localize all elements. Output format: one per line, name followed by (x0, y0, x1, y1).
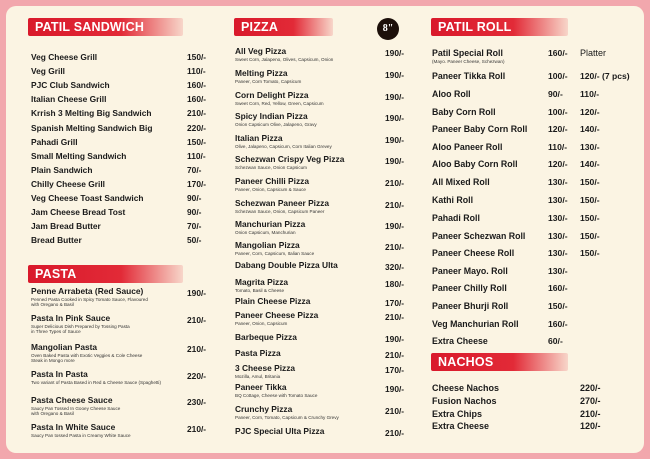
menu-item-description: Two variant of Pasta Based in Red & Cheese Sauce (Spaghetti) (31, 380, 161, 385)
menu-item-price: 190/- (385, 334, 405, 344)
menu-item-name: Paneer Schezwan Roll (432, 231, 526, 241)
menu-item-name: Crunchy Pizza (235, 404, 293, 414)
menu-item-name: Pahadi Roll (432, 213, 480, 223)
menu-item-price: 190/- (385, 92, 405, 102)
menu-item-price: 190/- (385, 135, 405, 145)
menu-item-name: Barbeque Pizza (235, 332, 297, 342)
menu-item-platter-price: 130/- (580, 142, 600, 152)
menu-item-description: Paneer, Onion, Capsicum (235, 320, 288, 326)
menu-item-name: Aloo Baby Corn Roll (432, 159, 518, 169)
sandwich-header: PATIL SANDWICH (28, 18, 183, 36)
menu-item-description: Schezwan Sauce, Onion, Capsicum Paneer (235, 208, 325, 214)
menu-item-price: 230/- (187, 397, 207, 407)
menu-item-description: Mozilla, Amul, Britania (235, 373, 281, 379)
menu-item-price: 120/- (548, 124, 568, 134)
menu-item-name: Pasta In Pink Sauce (31, 313, 111, 323)
menu-item-price: 190/- (385, 48, 405, 58)
menu-item-name: Paneer Baby Corn Roll (432, 124, 528, 134)
menu-item-price: 70/- (187, 221, 202, 232)
menu-item-name: Pasta Cheese Sauce (31, 395, 113, 405)
menu-item-name: Patil Special Roll (432, 48, 503, 58)
menu-item-price: 190/- (385, 384, 405, 394)
menu-item-name: Aloo Roll (432, 89, 471, 99)
menu-item-price: 160/- (548, 319, 568, 329)
menu-item-name: Pasta In White Sauce (31, 422, 116, 432)
menu-item-price: 210/- (187, 344, 207, 354)
menu-item-price: 190/- (385, 70, 405, 80)
menu-item-price: 220/- (187, 122, 207, 133)
menu-item-price: 210/- (385, 406, 405, 416)
menu-item-price: 150/- (187, 52, 207, 62)
menu-item-price: 210/- (385, 242, 405, 252)
menu-item-name: Paneer Mayo. Roll (432, 266, 508, 276)
menu-item-name: Manchurian Pizza (235, 219, 306, 229)
menu-item-price: 180/- (385, 279, 405, 289)
menu-item-price: 270/- (580, 395, 601, 406)
menu-item-name: Paneer Bhurji Roll (432, 301, 509, 311)
menu-item-price: 170/- (187, 178, 207, 189)
menu-item-name: Corn Delight Pizza (235, 90, 309, 100)
menu-item-name: Melting Pizza (235, 68, 288, 78)
menu-item-price: 70/- (187, 164, 202, 175)
menu-item-description: (Mayo. Paneer Cheese, Schezwan) (432, 59, 505, 64)
menu-item-price: 190/- (385, 221, 405, 231)
menu-item-name: Small Melting Sandwich (31, 150, 127, 161)
menu-item-price: 210/- (187, 108, 207, 119)
menu-item-price: 150/- (548, 301, 568, 311)
menu-item-platter-price: 120/- (580, 107, 600, 117)
menu-item-name: Plain Sandwich (31, 164, 93, 175)
menu-item-price: 160/- (548, 283, 568, 293)
menu-item-description: Onion Capsicum, Manchurian (235, 229, 296, 235)
pizza-header: PIZZA (234, 18, 333, 36)
menu-item-price: 50/- (187, 235, 202, 246)
menu-item-price: 210/- (385, 428, 405, 438)
menu-item-price: 220/- (187, 371, 207, 381)
menu-item-price: 130/- (548, 266, 568, 276)
menu-item-name: Penne Arrabeta (Red Sauce) (31, 286, 144, 296)
menu-item-description: Sweet Corn, Red, Yellow, Green, Capsicum (235, 100, 324, 106)
menu-item-description: Paneer, Corn, Capsicum, Italian Sauce (235, 250, 315, 256)
menu-page (6, 6, 644, 453)
menu-item-platter-price: 150/- (580, 177, 600, 187)
platter-column-title: Platter (580, 48, 607, 58)
menu-item-price: 320/- (385, 262, 405, 272)
menu-item-name: Paneer Cheese Pizza (235, 310, 319, 320)
menu-item-description: Tomato, Basil & Cheese (235, 287, 285, 293)
menu-item-description: Paneer, Corn, Tomato, Capsicum & Crunchy Grevy (235, 414, 339, 420)
menu-item-price: 110/- (187, 66, 206, 77)
menu-item-name: All Mixed Roll (432, 177, 490, 187)
menu-item-name: Italian Cheese Grill (31, 94, 107, 105)
menu-item-price: 210/- (187, 315, 207, 325)
menu-item-name: Baby Corn Roll (432, 107, 496, 117)
menu-item-price: 130/- (548, 248, 568, 258)
menu-item-price: 130/- (548, 177, 568, 187)
menu-item-name: Paneer Tikka Roll (432, 71, 506, 81)
menu-item-platter-price: 150/- (580, 213, 600, 223)
menu-item-name: Dabang Double Pizza Ulta (235, 260, 338, 270)
menu-item-price: 210/- (580, 408, 601, 419)
menu-item-name: Pasta In Pasta (31, 369, 88, 379)
menu-item-price: 120/- (580, 421, 601, 432)
menu-item-name: Italian Pizza (235, 133, 283, 143)
menu-item-price: 110/- (187, 150, 206, 161)
pizza-size-badge: 8" (377, 18, 399, 40)
menu-item-price: 210/- (385, 350, 405, 360)
menu-item-price: 100/- (548, 71, 568, 81)
menu-item-description: Penned Pasta Cooked in Spicy Tomato Sauce, Flavoured (31, 297, 148, 302)
menu-item-platter-price: 120/- (7 pcs) (580, 71, 630, 81)
menu-item-name: Jam Cheese Bread Tost (31, 207, 126, 218)
menu-item-description: Schezwan Sauce, Onion Capsicum (235, 164, 308, 170)
menu-item-platter-price: 150/- (580, 231, 600, 241)
menu-item-description: Saucy Pan Tossed In Gooey Cheese Sauce (31, 406, 121, 411)
nachos-header: NACHOS (431, 353, 568, 371)
menu-item-name: All Veg Pizza (235, 46, 287, 56)
menu-item-name: Schezwan Crispy Veg Pizza (235, 154, 345, 164)
menu-item-name: Veg Grill (31, 66, 65, 77)
menu-item-name: Bread Butter (31, 235, 82, 246)
menu-item-price: 170/- (385, 365, 405, 375)
menu-item-name: Paneer Tikka (235, 382, 287, 392)
menu-item-name: Mangolian Pasta (31, 342, 98, 352)
menu-item-price: 210/- (187, 424, 207, 434)
menu-item-price: 170/- (385, 298, 405, 308)
menu-item-name: Schezwan Paneer Pizza (235, 198, 330, 208)
menu-item-name: Veg Cheese Toast Sandwich (31, 193, 144, 203)
menu-item-name: Extra Cheese (432, 336, 488, 346)
menu-item-name: PJC Special Ulta Pizza (235, 426, 325, 436)
menu-item-description: with Oregano & Basil (31, 411, 74, 417)
menu-item-platter-price: 150/- (580, 195, 600, 205)
menu-item-name: Cheese Nachos (432, 383, 500, 393)
menu-item-description: with Oregano & Basil (31, 302, 74, 308)
menu-item-name: 3 Cheese Pizza (235, 363, 296, 373)
menu-item-name: Magrita Pizza (235, 277, 289, 287)
menu-item-description: Paneer, Onion, Capsicum & Sauce (235, 186, 306, 192)
menu-item-name: PJC Club Sandwich (31, 80, 110, 91)
menu-item-description: in Three Types of Sauce (31, 329, 81, 335)
menu-item-price: 190/- (187, 288, 207, 298)
menu-item-name: Paneer Chilli Pizza (235, 176, 310, 186)
menu-item-name: Extra Cheese (432, 421, 490, 432)
menu-item-price: 90/- (187, 207, 202, 218)
menu-item-price: 160/- (548, 48, 568, 58)
menu-item-price: 60/- (548, 336, 563, 346)
menu-item-price: 130/- (548, 195, 568, 205)
menu-item-description: Steak in Mongo more (31, 358, 75, 364)
menu-item-platter-price: 150/- (580, 248, 600, 258)
menu-item-description: Olive, Jalapeno, Capsicum, Corn Italian Grevey (235, 143, 332, 149)
menu-item-name: Pasta Pizza (235, 348, 281, 358)
pasta-header: PASTA (28, 265, 183, 283)
menu-item-description: Onion Capsicum Olive, Jalapeno, Gravy (235, 121, 317, 127)
menu-item-description: Oven Baked Pasta with Exotic Veggies & Cole Cheese (31, 353, 143, 358)
menu-item-name: Paneer Cheese Roll (432, 248, 515, 258)
menu-item-price: 110/- (548, 142, 568, 152)
menu-item-description: Paneer, Corn Tomato, Capsicum (235, 78, 302, 84)
menu-item-price: 190/- (385, 156, 405, 166)
menu-item-price: 190/- (385, 113, 405, 123)
menu-item-name: Jam Bread Butter (31, 221, 101, 232)
menu-item-name: Spanish Melting Sandwich Big (31, 122, 153, 133)
menu-item-description: BQ Cottage, Cheese with Tomato Sauce (235, 392, 318, 398)
menu-item-name: Plain Cheese Pizza (235, 296, 311, 306)
menu-item-price: 210/- (385, 178, 405, 188)
menu-item-platter-price: 140/- (580, 124, 600, 134)
menu-item-name: Kathi Roll (432, 195, 474, 205)
menu-item-price: 220/- (580, 383, 601, 393)
menu-item-name: Krrish 3 Melting Big Sandwich (31, 108, 152, 119)
menu-item-name: Aloo Paneer Roll (432, 142, 503, 152)
menu-item-name: Spicy Indian Pizza (235, 111, 308, 121)
menu-item-description: Sweet Corn, Jalapeno, Olives, Capsicum, Onion (235, 56, 334, 62)
menu-item-name: Fusion Nachos (432, 395, 497, 406)
menu-item-platter-price: 110/- (580, 89, 600, 99)
menu-item-description: Super Delicious Dish Prepared by Tossing Pasta (31, 324, 130, 329)
menu-item-platter-price: 140/- (580, 159, 600, 169)
menu-item-name: Mangolian Pizza (235, 240, 300, 250)
roll-header: PATIL ROLL (431, 18, 568, 36)
menu-item-price: 90/- (187, 193, 202, 203)
menu-item-price: 160/- (187, 80, 207, 91)
menu-item-name: Extra Chips (432, 408, 483, 419)
menu-item-description: Saucy Pan tossed Pasta in Creamy White Sauce (31, 433, 131, 438)
menu-item-price: 130/- (548, 213, 568, 223)
menu-item-price: 120/- (548, 159, 568, 169)
menu-item-name: Chilly Cheese Grill (31, 178, 106, 189)
menu-item-name: Veg Manchurian Roll (432, 319, 519, 329)
menu-item-price: 130/- (548, 231, 568, 241)
menu-item-price: 150/- (187, 136, 207, 147)
menu-item-price: 90/- (548, 89, 563, 99)
menu-item-name: Pahadi Grill (31, 136, 78, 147)
menu-item-price: 160/- (187, 94, 207, 105)
menu-item-name: Paneer Chilly Roll (432, 283, 507, 293)
menu-item-name: Veg Cheese Grill (31, 52, 98, 62)
menu-item-price: 210/- (385, 312, 405, 322)
menu-item-price: 100/- (548, 107, 568, 117)
menu-item-price: 210/- (385, 200, 405, 210)
